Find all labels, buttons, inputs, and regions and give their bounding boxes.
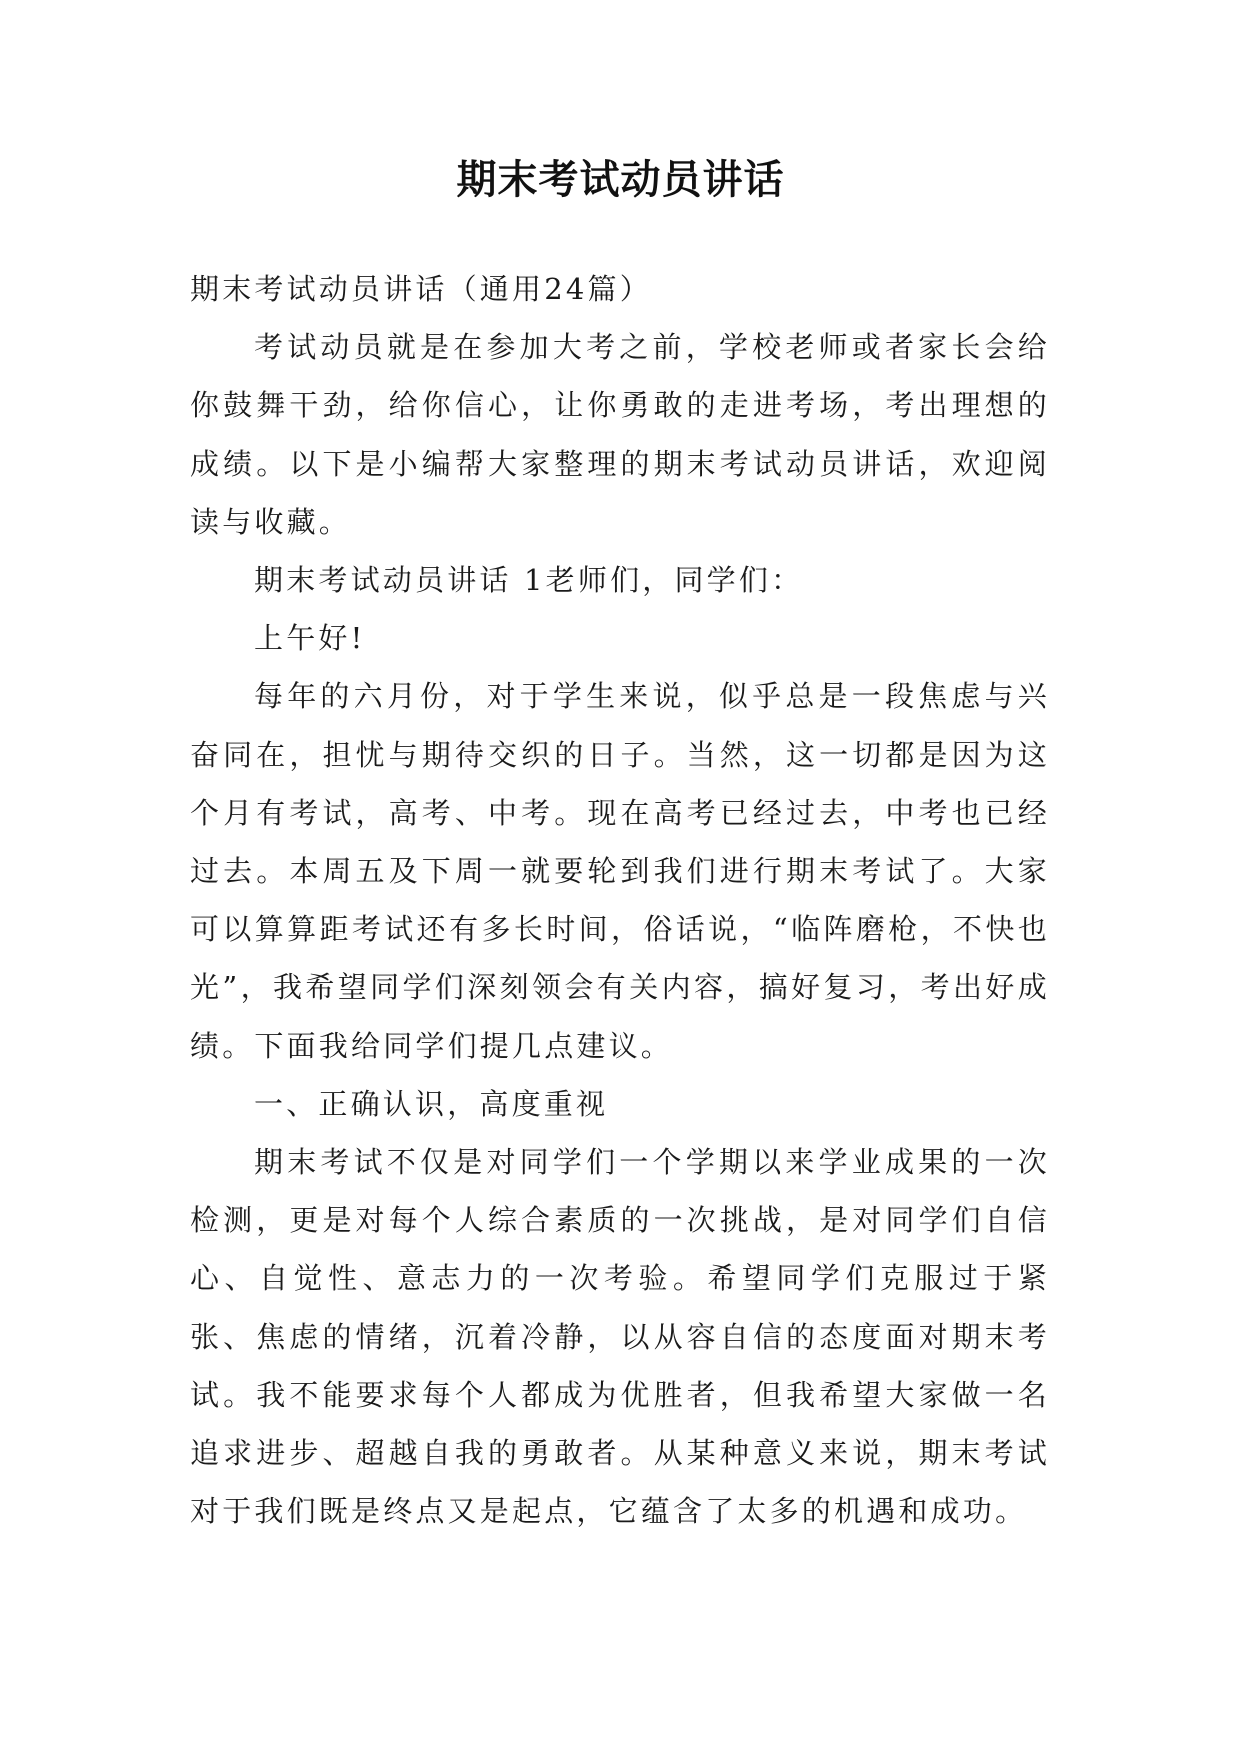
greeting-line: 上午好! (254, 621, 366, 656)
section-heading: 一、正确认识，高度重视 (254, 1086, 609, 1121)
document-subtitle: 期末考试动员讲话（通用24篇） (190, 272, 652, 306)
document-body (190, 260, 1050, 1540)
intro-paragraph: 考试动员就是在参加大考之前，学校老师或者家长会给你鼓舞干劲，给你信心，让你勇敢的走进考场，考出理想的成绩。以下是小编帮大家整理的期末考试动员讲话，欢迎阅读与收藏。 (190, 330, 1050, 539)
body-paragraph: 期末考试不仅是对同学们一个学期以来学业成果的一次检测，更是对每个人综合素质的一次挑战，是对同学们自信心、自觉性、意志力的一次考验。希望同学们克服过于紧张、焦虑的情绪，沉着冷静，以从容自信的态度面对期末考试。我不能要求每个人都成为优胜者，但我希望大家做一名追求进步、超越自我的勇敢者。从某种意义来说，期末考试对于我们既是终点又是起点，它蕴含了太多的机遇和成功。 (190, 1145, 1050, 1529)
document-title: 期末考试动员讲话 (456, 157, 785, 203)
speech-heading-greeting: 期末考试动员讲话 1老师们，同学们： (254, 563, 804, 598)
body-paragraph: 每年的六月份，对于学生来说，似乎总是一段焦虑与兴奋同在，担忧与期待交织的日子。当然，这一切都是因为这个月有考试，高考、中考。现在高考已经过去，中考也已经过去。本周五及下周一就要轮到我们进行期末考试了。大家可以算算距考试还有多长时间，俗话说，“临阵磨枪，不快也光”，我希望同学们深刻领会有关内容，搞好复习，考出好成绩。下面我给同学们提几点建议。 (190, 679, 1050, 1063)
